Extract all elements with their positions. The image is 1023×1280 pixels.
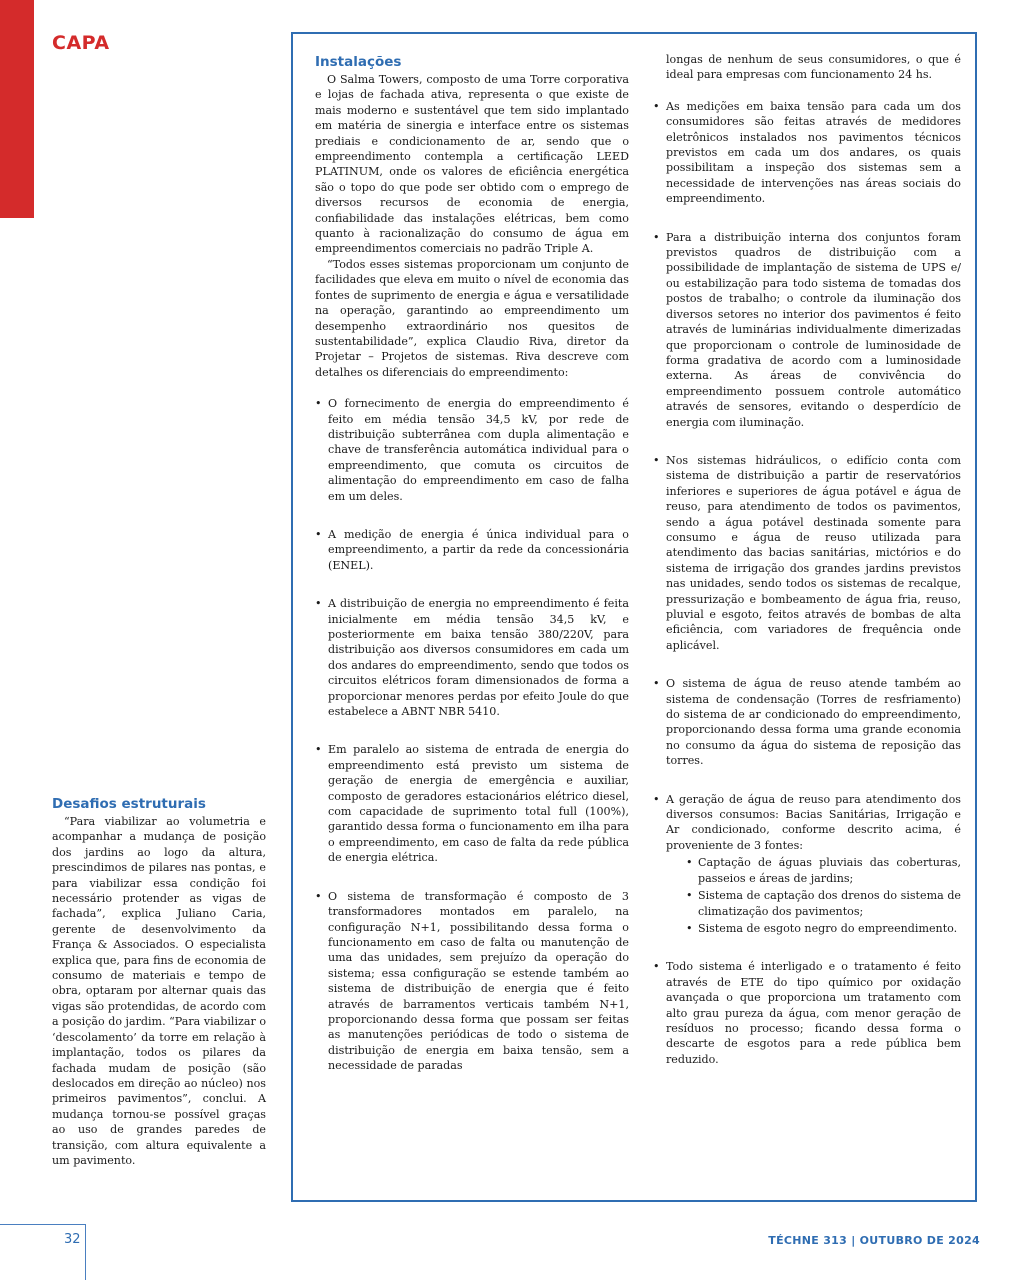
box-paragraph-2: “Todos esses sistemas proporcionam um conjunto de facilidades que eleva em muito o nível de economia das fontes de suprimento de energia e água e versatilidade na operação, garantindo ao empreendimento um desempenho extraordinário nos quesitos de sustentabilidade”, explica Claudio Riva, diretor da Projetar – Projetos de sistemas. Riva descreve com detalhes os diferenciais do empreendimento: [315,257,629,379]
bullet-item: • O sistema de transformação é composto de 3 transformadores montados em paralelo, na configuração N+1, possibilitando dessa forma o funcionamento em caso de falta ou manutenção de uma das unidades, sem prejuízo da operação do sistema; essa configuração se estende também ao sistema de distribuição de energia que é feito através de barramentos verticais também N+1, proporcionando dessa forma que possam ser feitas as manutenções periódicas de todo o sistema de distribuição de energia em baixa tensão, sem a necessidade de paradas [315,889,629,1074]
page-number: 32 [64,1232,81,1247]
sub-bullet-list [666,855,961,936]
left-paragraph: “Para viabilizar ao volumetria e acompanhar a mudança de posição dos jardins ao logo da altura, prescindimos de pilares nas pontas, e para viabilizar essa condição foi necessário protender as vigas de fachada”, explica Juliano Caria, gerente de desenvolvimento da França & Associados. O especialista explica que, para fins de economia de consumo de materiais e tempo de obra, optaram por alternar quais das vigas são protendidas, de acordo com a posição do jardim. “Para viabilizar o ‘descolamento’ da torre em relação à implantação, todos os pilares da fachada mudam de posição (são deslocados em direção ao núcleo) nos primeiros pavimentos”, conclui. A mudança tornou-se possível graças ao uso de grandes paredes de transição, com altura equivalente a um pavimento. [52,815,266,1167]
bullet-item: • As medições em baixa tensão para cada um dos consumidores são feitas através de medidores eletrônicos instalados nos pavimentos técnicos previstos em cada um dos andares, os quais possibilitam a inspeção dos sistemas sem a necessidade de intervenções nas áreas sociais do empreendimento. [653,99,961,207]
bullet-item: • A medição de energia é única individual para o empreendimento, a partir da rede da concessionária (ENEL). [315,527,629,573]
sub-bullet-item: • Sistema de esgoto negro do empreendimento. [686,921,961,936]
box-heading: Instalações [315,54,402,70]
box-column-left [315,54,629,1097]
section-label: CAPA [52,32,110,54]
publication-footer: TÉCHNE 313 | OUTUBRO DE 2024 [768,1234,980,1247]
sub-bullet-item: • Captação de águas pluviais das coberturas, passeios e áreas de jardins; [686,855,961,886]
installations-box [291,32,977,1202]
bullet-item: • Todo sistema é interligado e o tratamento é feito através de ETE do tipo químico por oxidação avançada o que proporciona um tratamento com alto grau pureza da água, com menor geração de resíduos no processo; ficando dessa forma o descarte de esgotos para a rede pública bem reduzido. [653,959,961,1067]
bullet-list-b [653,99,961,1067]
bullet-item-reuse [653,792,961,937]
footer-divider-vertical [85,1224,86,1280]
bullet-item: • Nos sistemas hidráulicos, o edifício conta com sistema de distribuição a partir de reservatórios inferiores e superiores de água potável e água de reuso, para atendimento de todos os pavimentos, sendo a água potável destinada somente para consumo e água de reuso utilizada para atendimento das bacias sanitárias, mictórios e do sistema de irrigação dos grandes jardins previstos nas unidades, sendo todos os sistemas de recalque, pressurização e bombeamento de água fria, reuso, pluvial e esgoto, feitos através de bombas de alta eficiência, com variadores de frequência onde aplicável. [653,453,961,653]
continuation-text: longas de nenhum de seus consumidores, o que é ideal para empresas com funcionamento 24 hs. [666,53,961,82]
box-paragraph-1: O Salma Towers, composto de uma Torre corporativa e lojas de fachada ativa, representa o que existe de mais moderno e sustentável que tem sido implantado em matéria de sinergia e interface entre os sistemas prediais e condicionamento de ar, sendo que o empreendimento contempla a certificação LEED PLATINUM, onde os valores de eficiência energética são o topo do que pode ser obtido com o emprego de diversos recursos de economia de energia, confiabilidade das instalações elétricas, bem como quanto à racionalização do consumo de água em empreendimentos comerciais no padrão Triple A. [315,73,629,256]
bullet-item: • O sistema de água de reuso atende também ao sistema de condensação (Torres de resfriamento) do sistema de ar condicionado do empreendimento, proporcionando dessa forma uma grande economia no consumo da água do sistema de reposição das torres. [653,676,961,768]
left-heading: Desafios estruturais [52,796,206,812]
left-column [52,796,266,1168]
bullet-list-a [315,396,629,1073]
box-column-right [653,52,961,1090]
bullet-item: • Em paralelo ao sistema de entrada de energia do empreendimento está previsto um sistema de geração de energia de emergência e auxiliar, composto de geradores estacionários elétrico diesel, com capacidade de suprimento total full (100%), garantido dessa forma o funcionamento em ilha para o empreendimento, em caso de falta da rede pública de energia elétrica. [315,742,629,865]
red-side-bar [0,0,34,218]
sub-bullet-item: • Sistema de captação dos drenos do sistema de climatização dos pavimentos; [686,888,961,919]
footer-divider [0,1224,85,1225]
bullet-item: • O fornecimento de energia do empreendimento é feito em média tensão 34,5 kV, por rede de distribuição subterrânea com dupla alimentação e chave de transferência automática individual para o empreendimento, que comuta os circuitos de alimentação do empreendimento em caso de falha em um deles. [315,396,629,504]
reuse-text: A geração de água de reuso para atendimento dos diversos consumos: Bacias Sanitárias, Irrigação e Ar condicionado, conforme descrito acima, é proveniente de 3 fontes: [666,792,961,852]
bullet-item: • A distribuição de energia no empreendimento é feita inicialmente em média tensão 34,5 kV, e posteriormente em baixa tensão 380/220V, para distribuição aos diversos consumidores em cada um dos andares do empreendimento, sendo que todos os circuitos elétricos foram dimensionados de forma a proporcionar menores perdas por efeito Joule do que estabelece a ABNT NBR 5410. [315,596,629,719]
bullet-item: • Para a distribuição interna dos conjuntos foram previstos quadros de distribuição com a possibilidade de implantação de sistema de UPS e/ ou estabilização para todo sistema de tomadas dos postos de trabalho; o controle da iluminação dos diversos setores no interior dos pavimentos é feito através de luminárias individualmente dimerizadas que proporcionam o controle de luminosidade de forma gradativa de acordo com a luminosidade externa. As áreas de convivência do empreendimento possuem controle automático através de sensores, evitando o desperdício de energia com iluminação. [653,230,961,430]
